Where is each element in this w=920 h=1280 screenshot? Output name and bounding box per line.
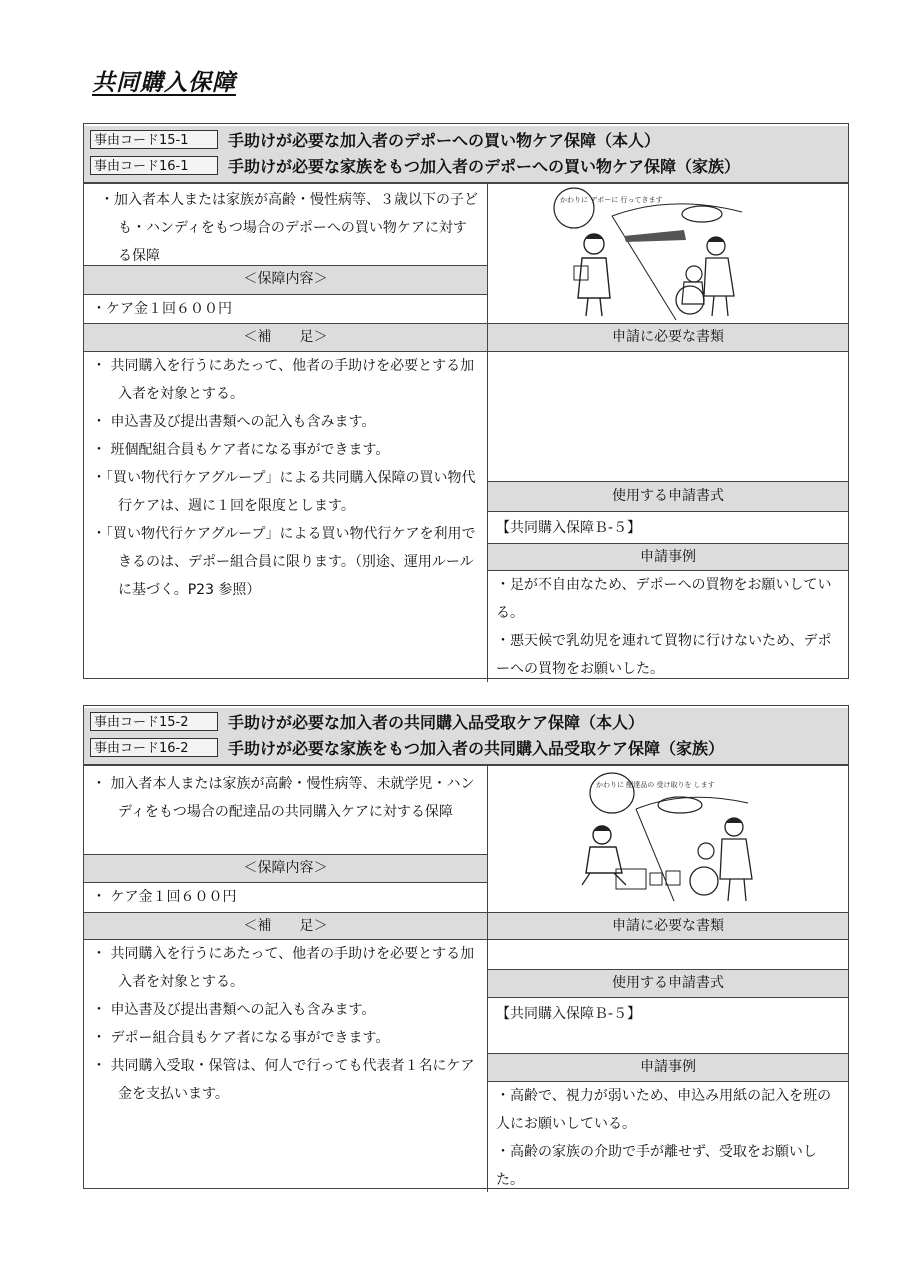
illustration-cell — [488, 184, 848, 324]
page-title: 共同購入保障 — [92, 70, 236, 96]
supplement-list — [84, 352, 488, 682]
section-header — [84, 126, 848, 184]
reason-code: 事由コード16-2 — [90, 738, 218, 757]
illustration-cell — [488, 766, 848, 913]
section-title: 手助けが必要な家族をもつ加入者のデポーへの買い物ケア保障（家族） — [228, 156, 741, 176]
list-item: ・高齢の家族の介助で手が離せず、受取をお願いした。 — [496, 1144, 817, 1188]
form-text: 【共同購入保障Ｂ-５】 — [488, 998, 848, 1054]
list-item: ・高齢で、視力が弱いため、申込み用紙の記入を班の人にお願いしている。 — [496, 1088, 832, 1132]
list-item: ・ デポー組合員もケア者になる事ができます。 — [92, 1030, 390, 1046]
list-item: ・ 共同購入を行うにあたって、他者の手助けを必要とする加入者を対象とする。 — [92, 946, 475, 990]
docs-header: 申請に必要な書類 — [488, 913, 848, 940]
coverage-text: ・ケア金１回６００円 — [84, 295, 488, 324]
reason-code: 事由コード15-2 — [90, 712, 218, 731]
section-title: 手助けが必要な加入者の共同購入品受取ケア保障（本人） — [228, 712, 645, 732]
docs-header: 申請に必要な書類 — [488, 324, 848, 352]
list-item: ・ 申込書及び提出書類への記入も含みます。 — [92, 1002, 376, 1018]
shopping-care-illustration — [552, 186, 752, 322]
coverage-text: ・ ケア金１回６００円 — [84, 883, 488, 913]
bubble-text: かわりに デポーに 行ってきます — [560, 196, 663, 204]
eligibility-text: ・加入者本人または家族が高齢・慢性病等、３歳以下の子ども・ハンディをもつ場合のデポーへの買い物ケアに対する保障 — [84, 184, 488, 266]
section-header — [84, 708, 848, 766]
list-item: ・「買い物代行ケアグループ」による買い物代行ケアを利用できるのは、デポー組合員に限ります。（別途、運用ルールに基づく。P23 参照） — [92, 526, 476, 598]
delivery-receipt-illustration — [576, 769, 766, 909]
form-text: 【共同購入保障Ｂ-５】 — [488, 512, 848, 544]
section-title: 手助けが必要な家族をもつ加入者の共同購入品受取ケア保障（家族） — [228, 738, 725, 758]
docs-text — [488, 352, 848, 482]
supplement-header: ＜補 足＞ — [84, 913, 488, 940]
examples-header: 申請事例 — [488, 1054, 848, 1082]
form-header: 使用する申請書式 — [488, 970, 848, 998]
reason-code: 事由コード15-1 — [90, 130, 218, 149]
list-item: ・ 班個配組合員もケア者になる事ができます。 — [92, 442, 390, 458]
section-title: 手助けが必要な加入者のデポーへの買い物ケア保障（本人） — [228, 130, 661, 150]
examples-list — [488, 571, 848, 682]
eligibility-text: ・ 加入者本人または家族が高齢・慢性病等、未就学児・ハンディをもつ場合の配達品の共同購入ケアに対する保障 — [84, 766, 488, 855]
supplement-list — [84, 940, 488, 1192]
list-item: ・ 申込書及び提出書類への記入も含みます。 — [92, 414, 376, 430]
list-item: ・「買い物代行ケアグループ」による共同購入保障の買い物代行ケアは、週に１回を限度とします。 — [92, 470, 476, 514]
list-item: ・ 共同購入を行うにあたって、他者の手助けを必要とする加入者を対象とする。 — [92, 358, 475, 402]
list-item: ・悪天候で乳幼児を連れて買物に行けないため、デポーへの買物をお願いした。 — [496, 633, 832, 677]
coverage-header: ＜保障内容＞ — [84, 266, 488, 295]
supplement-header: ＜補 足＞ — [84, 324, 488, 352]
form-header: 使用する申請書式 — [488, 482, 848, 512]
list-item: ・ 共同購入受取・保管は、何人で行っても代表者１名にケア金を支払います。 — [92, 1058, 475, 1102]
section-block-1 — [83, 123, 849, 679]
bubble-text: かわりに 配達品の 受け取りを します — [596, 781, 715, 789]
docs-text — [488, 940, 848, 970]
list-item: ・足が不自由なため、デポーへの買物をお願いしている。 — [496, 577, 832, 621]
examples-header: 申請事例 — [488, 544, 848, 571]
section-block-2 — [83, 705, 849, 1189]
reason-code: 事由コード16-1 — [90, 156, 218, 175]
examples-list — [488, 1082, 848, 1192]
coverage-header: ＜保障内容＞ — [84, 855, 488, 883]
